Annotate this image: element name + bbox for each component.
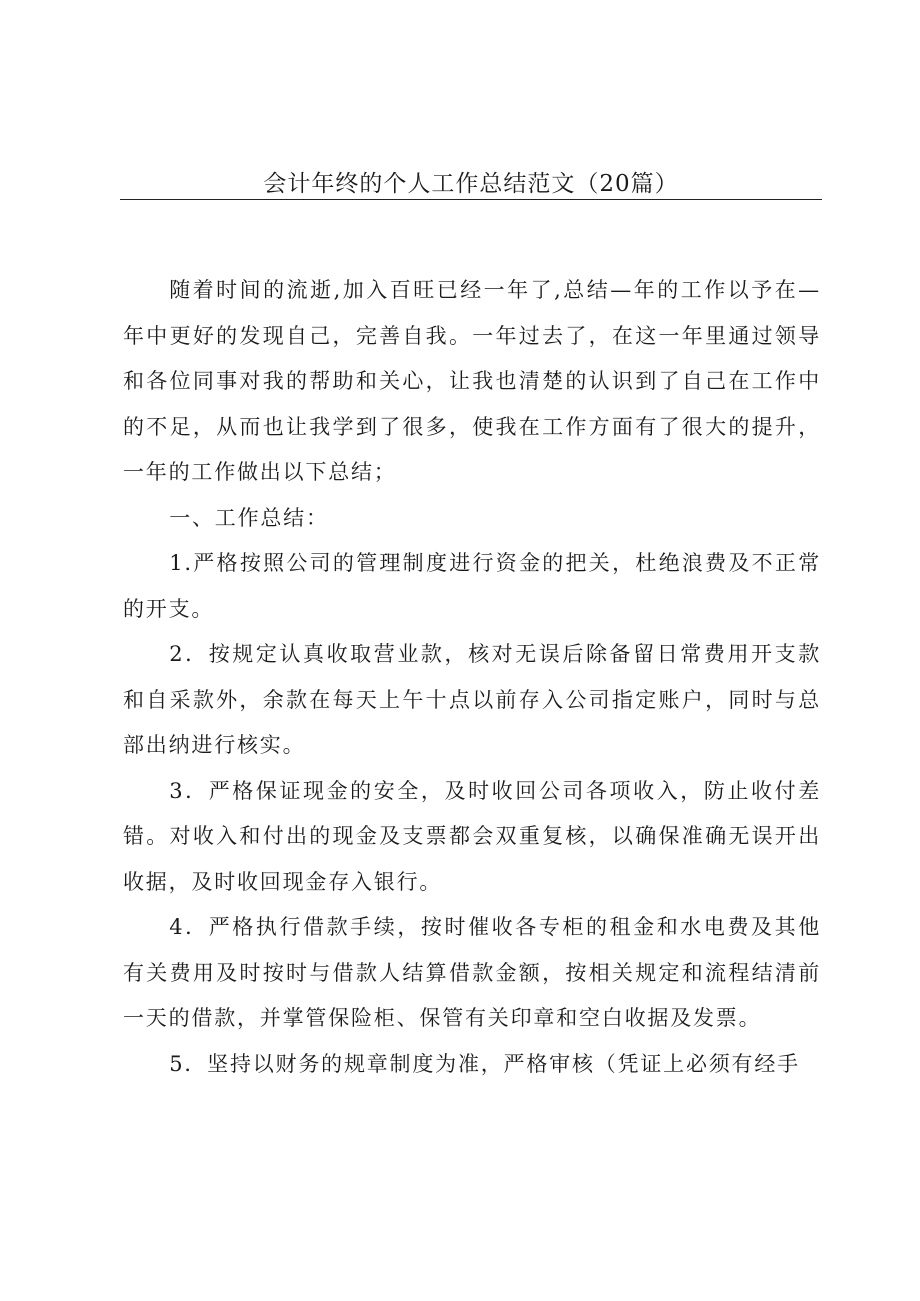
paragraph-item-1: 1.严格按照公司的管理制度进行资金的把关，杜绝浪费及不正常的开支。 [123,551,821,621]
title-underline [120,199,822,200]
document-body [123,268,821,1087]
paragraph-item-5: 5．坚持以财务的规章制度为准，严格审核（凭证上必须有经手 [169,1051,800,1076]
section-heading: 一、工作总结： [169,505,329,530]
paragraph-item-3: 3．严格保证现金的安全，及时收回公司各项收入，防止收付差错。对收入和付出的现金及支票都会双重复核，以确保准确无误开出收据，及时收回现金存入银行。 [123,778,821,894]
document-title: 会计年终的个人工作总结范文（20篇） [263,171,679,197]
paragraph-item-2: 2．按规定认真收取营业款，核对无误后除备留日常费用开支款和自采款外，余款在每天上午十点以前存入公司指定账户，同时与总部出纳进行核实。 [123,642,821,757]
paragraph-item-4: 4．严格执行借款手续，按时催收各专柜的租金和水电费及其他有关费用及时按时与借款人结算借款金额，按相关规定和流程结清前一天的借款，并掌管保险柜、保管有关印章和空白收据及发票。 [123,915,821,1030]
paragraph-intro: 随着时间的流逝,加入百旺已经一年了,总结—年的工作以予在—年中更好的发现自己，完善自我。一年过去了，在这一年里通过领导和各位同事对我的帮助和关心，让我也清楚的认识到了自己在工作中的不足，从而也让我学到了很多，使我在工作方面有了很大的提升，一年的工作做出以下总结； [123,278,821,484]
